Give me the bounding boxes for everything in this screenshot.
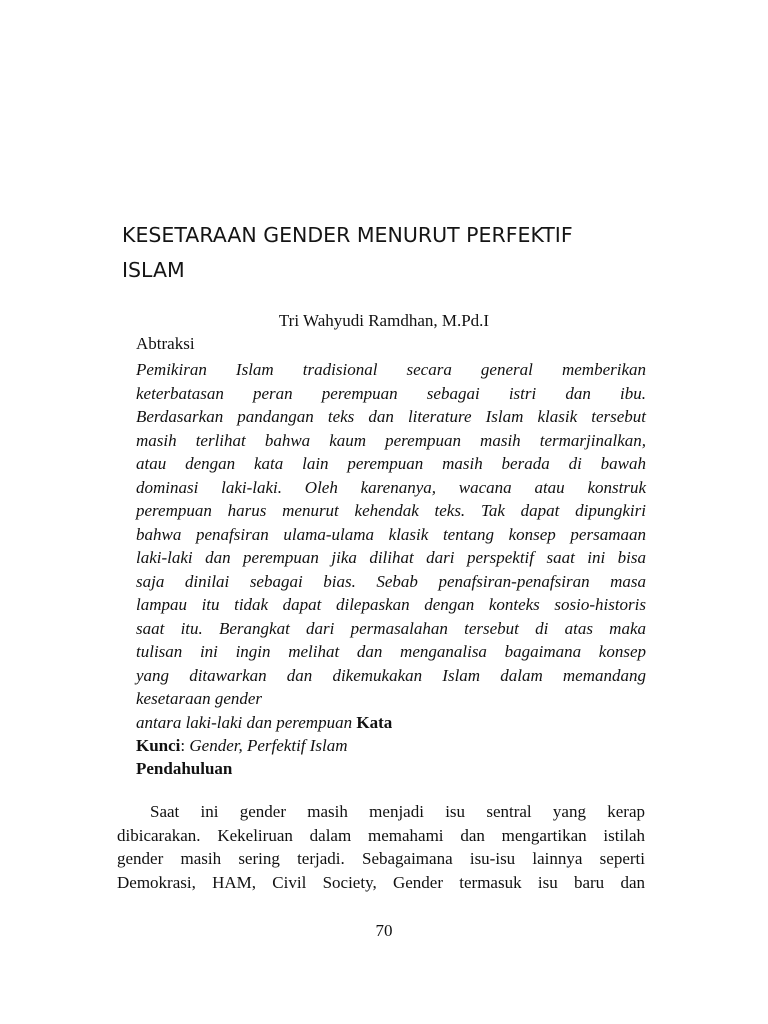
title-line-1: KESETARAAN GENDER MENURUT PERFEKTIF [122,223,573,247]
page-number: 70 [375,921,393,940]
abstract-line: yang ditawarkan dan dikemukakan Islam dalam memandang [136,665,646,685]
document-title [122,218,682,288]
abstract-line: laki-laki dan perempuan jika dilihat dari perspektif saat ini bisa [136,548,646,567]
abstract-line: lampau itu tidak dapat dilepaskan dengan konteks sosio-historis [136,595,646,614]
abstract-line: atau dengan kata lain perempuan masih berada di bawah [136,454,646,473]
abstract-line: saat itu. Berangkat dari permasalahan tersebut di atas maka [136,618,646,638]
keywords-separator: : [180,736,186,755]
body-line: dibicarakan. Kekeliruan dalam memahami dan mengartikan istilah [117,825,645,845]
keywords-label-part2: Kunci [136,736,181,755]
abstract-line: tulisan ini ingin melihat dan menganalisa bagaimana konsep [136,642,646,661]
body-line: gender masih sering terjadi. Sebagaimana isu-isu lainnya seperti [117,849,645,868]
abstract-line: perempuan harus menurut kehendak teks. Tak dapat dipungkiri [136,501,646,520]
section-heading: Pendahuluan [136,759,233,778]
abstract-line: dominasi laki-laki. Oleh karenanya, wacana atau konstruk [136,477,646,497]
body-line: Saat ini gender masih menjadi isu sentral yang kerap [150,802,645,821]
abstract-line: keterbatasan peran perempuan sebagai istri dan ibu. [136,383,646,403]
title-line-2: ISLAM [122,258,185,282]
abstract-label: Abtraksi [136,334,195,353]
keywords-label-part1: Kata [356,713,393,732]
abstract-line: bahwa penafsiran ulama-ulama klasik tentang konsep persamaan [136,524,646,544]
abstract-body [136,358,646,711]
body-line: Demokrasi, HAM, Civil Society, Gender termasuk isu baru dan [117,872,645,892]
keywords-value: Gender, Perfektif Islam [185,736,348,755]
abstract-closing-text: antara laki-laki dan perempuan [136,713,353,732]
author-name: Tri Wahyudi Ramdhan, M.Pd.I [278,311,490,330]
abstract-line: saja dinilai sebagai bias. Sebab penafsiran-penafsiran masa [136,571,646,591]
abstract-line: kesetaraan gender [136,689,263,708]
abstract-line: Berdasarkan pandangan teks dan literature Islam klasik tersebut [136,407,646,426]
abstract-line: Pemikiran Islam tradisional secara general memberikan [136,360,646,379]
abstract-closing-line [136,712,392,734]
section-body [117,800,645,894]
keywords-line [136,735,348,757]
abstract-line: masih terlihat bahwa kaum perempuan masih termarjinalkan, [136,430,646,450]
